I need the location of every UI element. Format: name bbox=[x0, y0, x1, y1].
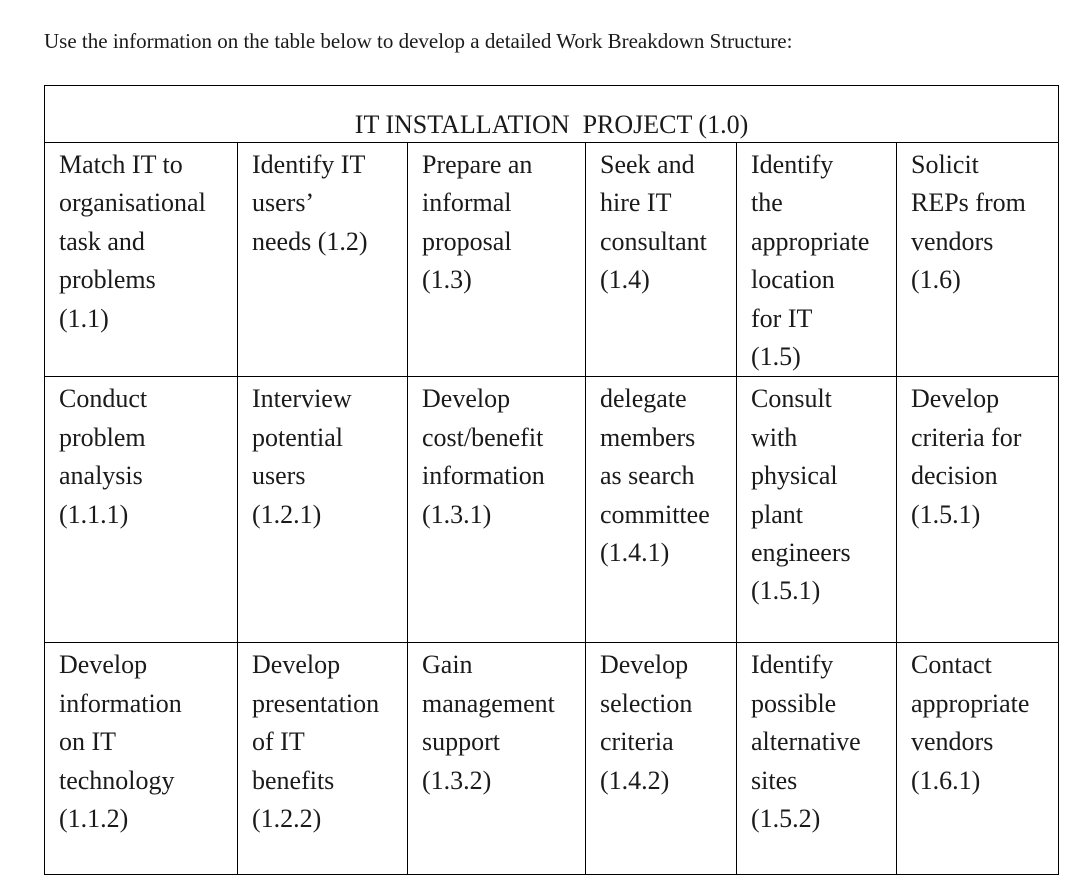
table-row bbox=[45, 143, 1059, 377]
instruction-text: Use the information on the table below to develop a detailed Work Breakdown Structure: bbox=[44, 29, 793, 53]
table-cell: Interview potential users (1.2.1) bbox=[238, 377, 408, 643]
table-row bbox=[45, 643, 1059, 875]
table-cell: Gain management support (1.3.2) bbox=[408, 643, 586, 875]
table-cell: Develop cost/benefit information (1.3.1) bbox=[408, 377, 586, 643]
table-cell: Conduct problem analysis (1.1.1) bbox=[45, 377, 238, 643]
table-cell: Develop presentation of IT benefits (1.2.2) bbox=[238, 643, 408, 875]
table-cell: Consult with physical plant engineers (1.5.1) bbox=[737, 377, 897, 643]
table-cell: delegate members as search committee (1.4.1) bbox=[586, 377, 737, 643]
table-cell: Match IT to organisational task and problems (1.1) bbox=[45, 143, 238, 377]
table-cell: Identify the appropriate location for IT (1.5) bbox=[737, 143, 897, 377]
table-cell: Seek and hire IT consultant (1.4) bbox=[586, 143, 737, 377]
table-cell: Contact appropriate vendors (1.6.1) bbox=[897, 643, 1059, 875]
project-title: IT INSTALLATION PROJECT (1.0) bbox=[45, 86, 1059, 143]
table-cell: Identify IT users’ needs (1.2) bbox=[238, 143, 408, 377]
table-cell: Solicit REPs from vendors (1.6) bbox=[897, 143, 1059, 377]
wbs-table bbox=[44, 85, 1059, 875]
table-cell: Identify possible alternative sites (1.5.2) bbox=[737, 643, 897, 875]
table-cell: Develop selection criteria (1.4.2) bbox=[586, 643, 737, 875]
table-title-row bbox=[45, 86, 1059, 143]
table-cell: Prepare an informal proposal (1.3) bbox=[408, 143, 586, 377]
table-row bbox=[45, 377, 1059, 643]
table-cell: Develop criteria for decision (1.5.1) bbox=[897, 377, 1059, 643]
table-cell: Develop information on IT technology (1.1.2) bbox=[45, 643, 238, 875]
